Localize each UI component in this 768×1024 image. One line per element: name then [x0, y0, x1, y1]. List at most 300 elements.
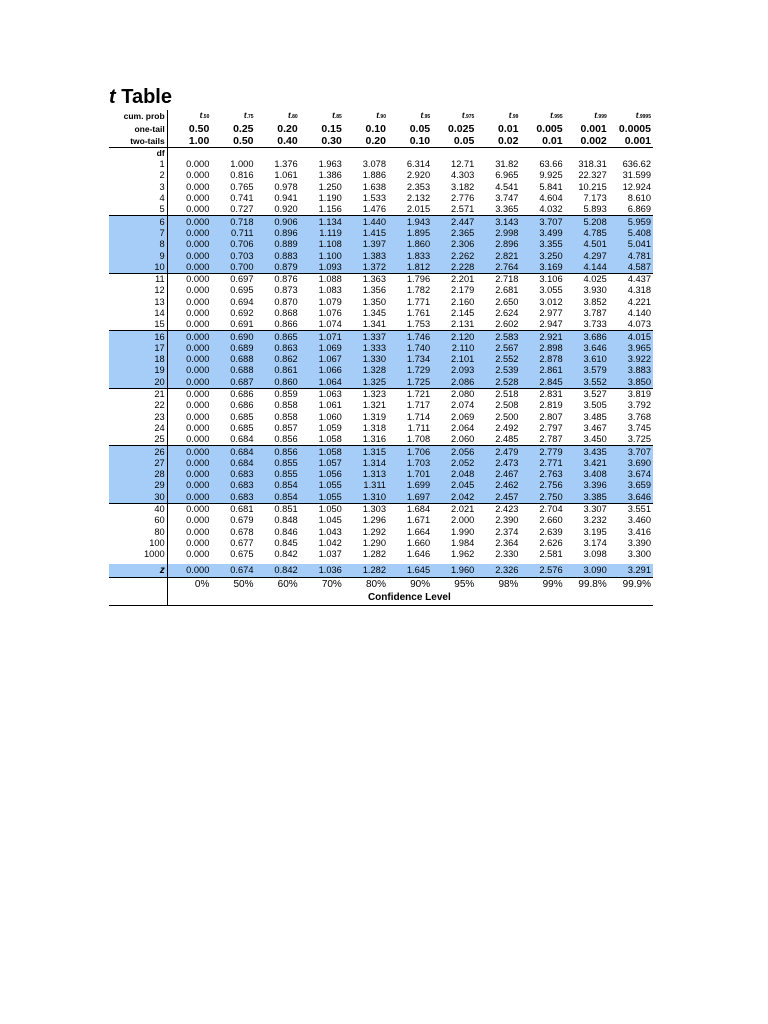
critical-value-cell: 12.924 [622, 181, 651, 192]
t-symbol: t [461, 111, 465, 120]
critical-value-cell: 3.690 [609, 458, 653, 469]
df-value: 6 [109, 216, 167, 228]
critical-value-cell: 3.467 [583, 422, 607, 433]
t-symbol: t [332, 111, 335, 120]
critical-value-cell: 1.076 [318, 308, 342, 318]
one-tail-value: 0.005 [536, 123, 563, 135]
critical-value-cell: 6.869 [609, 204, 653, 216]
critical-value-cell: 1.055 [300, 492, 344, 504]
critical-value-cell: 1.963 [318, 159, 342, 170]
critical-value-cell: 2.518 [495, 389, 519, 400]
critical-value-cell: 8.610 [627, 193, 651, 204]
critical-value-cell: 0.856 [256, 446, 300, 458]
critical-value-cell: 3.195 [583, 526, 607, 537]
critical-value-cell: 1.383 [344, 250, 388, 261]
table-row [109, 204, 653, 216]
critical-value-cell: 2.718 [495, 274, 519, 285]
critical-value-cell: 0.703 [211, 250, 255, 261]
critical-value-cell: 12.71 [451, 159, 475, 170]
critical-value-cell: 2.374 [495, 526, 519, 537]
z-value-cell: 3.291 [609, 564, 653, 578]
critical-value-cell: 0.683 [211, 480, 255, 491]
critical-value-cell: 2.831 [539, 389, 563, 400]
critical-value-cell: 2.042 [432, 492, 476, 504]
critical-value-cell: 3.421 [565, 458, 609, 469]
critical-value-cell: 2.110 [432, 343, 476, 354]
critical-value-cell: 3.250 [520, 250, 564, 261]
df-label: df [109, 148, 167, 160]
critical-value-cell: 2.201 [451, 274, 475, 285]
critical-value-cell: 1.071 [300, 331, 344, 343]
critical-value-cell: 0.000 [186, 285, 210, 296]
critical-value-cell: 0.000 [167, 458, 211, 469]
critical-value-cell: 2.779 [520, 446, 564, 458]
table-row [109, 377, 653, 389]
critical-value-cell: 0.685 [230, 411, 254, 422]
t-symbol: t [550, 111, 553, 120]
critical-value-cell: 1.415 [344, 228, 388, 239]
z-value-cell: 0.674 [211, 564, 255, 578]
critical-value-cell: 3.365 [476, 204, 520, 216]
t-header-cell [609, 110, 653, 123]
confidence-level-caption: Confidence Level [167, 591, 653, 606]
critical-value-cell: 0.857 [274, 422, 298, 433]
critical-value-cell: 0.879 [256, 262, 300, 274]
critical-value-cell: 1.058 [300, 446, 344, 458]
table-row [109, 423, 653, 434]
df-blank-cell [388, 148, 432, 160]
df-value: 23 [109, 412, 167, 423]
critical-value-cell: 0.684 [211, 446, 255, 458]
z-label: z [109, 564, 167, 578]
one-tail-value: 0.50 [188, 123, 210, 135]
table-row [109, 285, 653, 296]
df-value: 28 [109, 469, 167, 480]
critical-value-cell: 2.681 [495, 285, 519, 296]
critical-value-cell: 2.947 [520, 319, 564, 331]
critical-value-cell: 0.000 [167, 216, 211, 228]
critical-value-cell: 2.508 [495, 400, 519, 411]
df-value: 16 [109, 331, 167, 343]
critical-value-cell: 2.571 [432, 204, 476, 216]
critical-value-cell: 2.898 [520, 343, 564, 354]
critical-value-cell: 3.505 [583, 400, 607, 411]
df-value: 13 [109, 297, 167, 308]
critical-value-cell: 2.131 [432, 319, 476, 331]
critical-value-cell: 0.941 [274, 193, 298, 204]
df-value: 27 [109, 458, 167, 469]
critical-value-cell: 4.221 [627, 296, 651, 307]
critical-value-cell: 1.059 [318, 422, 342, 433]
critical-value-cell: 2.086 [432, 377, 476, 389]
critical-value-cell: 2.492 [495, 422, 519, 433]
one-tail-value: 0.15 [321, 123, 342, 135]
t-header-cell [344, 110, 388, 123]
critical-value-cell: 1.061 [318, 400, 342, 411]
critical-value-cell: 2.528 [476, 377, 520, 389]
critical-value-cell: 3.965 [609, 343, 653, 354]
critical-value-cell: 0.000 [167, 319, 211, 331]
t-subscript: .95 [423, 114, 431, 120]
critical-value-cell: 3.169 [520, 262, 564, 274]
critical-value-cell: 3.300 [627, 549, 651, 560]
critical-value-cell: 0.906 [256, 216, 300, 228]
critical-value-cell: 5.959 [609, 216, 653, 228]
table-row [109, 354, 653, 365]
two-tails-value: 0.01 [520, 135, 564, 148]
t-header-cell [256, 110, 300, 123]
critical-value-cell: 1.943 [388, 216, 432, 228]
critical-value-cell: 0.896 [256, 228, 300, 239]
critical-value-cell: 3.787 [583, 308, 607, 318]
z-value-cell: 1.282 [344, 564, 388, 578]
df-value: 15 [109, 319, 167, 331]
critical-value-cell: 3.646 [565, 343, 609, 354]
table-row [109, 308, 653, 319]
critical-value-cell: 1.313 [344, 469, 388, 480]
df-blank-cell [476, 148, 520, 160]
critical-value-cell: 3.922 [609, 354, 653, 365]
critical-value-cell: 4.015 [609, 331, 653, 343]
confidence-value: 70% [300, 578, 344, 592]
critical-value-cell: 2.080 [451, 389, 475, 400]
critical-value-cell: 1.318 [362, 422, 386, 433]
critical-value-cell: 31.82 [495, 159, 519, 170]
t-subscript: .975 [464, 114, 475, 120]
two-tails-label: two-tails [109, 135, 167, 148]
critical-value-cell: 3.579 [565, 365, 609, 376]
critical-value-cell: 0.683 [211, 492, 255, 504]
one-tail-value: 0.05 [409, 123, 431, 135]
critical-value-cell: 4.781 [609, 250, 653, 261]
critical-value-cell: 3.450 [565, 434, 609, 446]
critical-value-cell: 0.861 [256, 365, 300, 376]
critical-value-cell: 0.706 [211, 239, 255, 250]
critical-value-cell: 0.842 [274, 549, 298, 560]
df-value: 9 [109, 250, 167, 261]
critical-value-cell: 4.318 [627, 285, 651, 296]
critical-value-cell: 1.717 [406, 400, 431, 411]
df-value: 26 [109, 446, 167, 458]
critical-value-cell: 0.000 [186, 549, 210, 560]
z-value-cell: 2.576 [520, 564, 564, 578]
critical-value-cell: 1.050 [318, 504, 342, 515]
page-title [109, 86, 172, 108]
critical-value-cell: 1.376 [274, 159, 298, 170]
critical-value-cell: 6.965 [495, 170, 519, 181]
critical-value-cell: 0.695 [230, 285, 254, 296]
t-symbol: t [420, 111, 424, 120]
table-row [109, 273, 653, 285]
critical-value-cell: 0.000 [167, 239, 211, 250]
df-value: 100 [109, 538, 167, 549]
t-symbol: t [635, 111, 639, 120]
critical-value-cell: 2.330 [495, 549, 519, 560]
df-value: 24 [109, 423, 167, 434]
table-row [109, 538, 653, 549]
critical-value-cell: 0.000 [167, 480, 211, 491]
critical-value-cell: 2.771 [520, 458, 564, 469]
critical-value-cell: 1.440 [344, 216, 388, 228]
df-value: 22 [109, 400, 167, 411]
critical-value-cell: 1.319 [362, 411, 386, 422]
critical-value-cell: 2.763 [520, 469, 564, 480]
critical-value-cell: 3.610 [565, 354, 609, 365]
df-value: 12 [109, 285, 167, 296]
critical-value-cell: 2.353 [406, 181, 431, 192]
df-blank-cell [609, 148, 653, 160]
two-tails-row [109, 135, 653, 148]
critical-value-cell: 1.061 [274, 170, 298, 181]
critical-value-cell: 1.350 [362, 296, 386, 307]
critical-value-cell: 2.145 [451, 308, 475, 318]
one-tail-value: 0.10 [365, 123, 386, 135]
df-value: 14 [109, 308, 167, 319]
table-row [109, 458, 653, 469]
critical-value-cell: 1.734 [388, 354, 432, 365]
critical-value-cell: 0.846 [274, 526, 298, 537]
table-row [109, 365, 653, 376]
table-row [109, 469, 653, 480]
critical-value-cell: 2.015 [388, 204, 432, 216]
critical-value-cell: 3.307 [583, 504, 607, 515]
critical-value-cell: 1.292 [362, 526, 386, 537]
df-value: 25 [109, 434, 167, 446]
critical-value-cell: 1.330 [344, 354, 388, 365]
critical-value-cell: 0.876 [274, 274, 298, 285]
df-value: 19 [109, 365, 167, 376]
critical-value-cell: 0.688 [211, 365, 255, 376]
z-value-cell: 1.960 [432, 564, 476, 578]
t-subscript: .80 [290, 114, 298, 120]
t-subscript: .75 [246, 114, 254, 120]
critical-value-cell: 3.355 [520, 239, 564, 250]
critical-value-cell: 1.860 [388, 239, 432, 250]
critical-value-cell: 1.990 [451, 526, 475, 537]
critical-value-cell: 3.747 [495, 193, 519, 204]
critical-value-cell: 2.552 [476, 354, 520, 365]
critical-value-cell: 1.055 [300, 480, 344, 491]
critical-value-cell: 0.000 [186, 400, 210, 411]
confidence-value: 60% [256, 578, 300, 592]
critical-value-cell: 3.390 [627, 537, 651, 548]
two-tails-value: 0.02 [476, 135, 520, 148]
critical-value-cell: 1.325 [344, 377, 388, 389]
critical-value-cell: 0.000 [186, 308, 210, 318]
critical-value-cell: 3.106 [539, 274, 563, 285]
critical-value-cell: 9.925 [539, 170, 563, 181]
critical-value-cell: 2.021 [451, 504, 475, 515]
critical-value-cell: 0.727 [211, 204, 255, 216]
df-blank-cell [565, 148, 609, 160]
df-value: 10 [109, 262, 167, 274]
critical-value-cell: 0.000 [186, 170, 210, 181]
critical-value-cell: 2.878 [520, 354, 564, 365]
critical-value-cell: 0.816 [230, 170, 254, 181]
critical-value-cell: 0.000 [186, 526, 210, 537]
critical-value-cell: 1.315 [344, 446, 388, 458]
critical-value-cell: 4.587 [609, 262, 653, 274]
critical-value-cell: 0.868 [274, 308, 298, 318]
t-subscript: .50 [202, 114, 210, 120]
critical-value-cell: 1.290 [362, 537, 386, 548]
critical-value-cell: 1.746 [388, 331, 432, 343]
critical-value-cell: 1.796 [406, 274, 431, 285]
critical-value-cell: 5.208 [565, 216, 609, 228]
t-symbol: t [287, 111, 291, 120]
z-value-cell: 1.036 [300, 564, 344, 578]
t-header-cell [300, 110, 344, 123]
df-blank-cell [300, 148, 344, 160]
critical-value-cell: 5.841 [539, 181, 563, 192]
critical-value-cell: 1.721 [406, 389, 431, 400]
critical-value-cell: 2.462 [476, 480, 520, 491]
critical-value-cell: 0.978 [274, 181, 298, 192]
confidence-value: 50% [211, 578, 255, 592]
critical-value-cell: 0.000 [167, 204, 211, 216]
critical-value-cell: 0.856 [256, 434, 300, 446]
critical-value-cell: 0.000 [186, 422, 210, 433]
critical-value-cell: 0.883 [256, 250, 300, 261]
critical-value-cell: 1.083 [318, 285, 342, 296]
critical-value-cell: 0.690 [211, 331, 255, 343]
critical-value-cell: 3.055 [539, 285, 563, 296]
table-row [109, 297, 653, 308]
two-tails-value: 0.05 [432, 135, 476, 148]
critical-value-cell: 2.160 [451, 296, 475, 307]
critical-value-cell: 1.782 [406, 285, 431, 296]
t-distribution-table [109, 110, 653, 606]
critical-value-cell: 1.057 [300, 458, 344, 469]
critical-value-cell: 0.000 [167, 331, 211, 343]
critical-value-cell: 1.638 [362, 181, 386, 192]
z-value-cell: 1.645 [388, 564, 432, 578]
critical-value-cell: 4.541 [495, 181, 519, 192]
critical-value-cell: 0.697 [230, 274, 254, 285]
critical-value-cell: 0.000 [186, 193, 210, 204]
critical-value-cell: 3.460 [627, 515, 651, 526]
critical-value-cell: 0.866 [256, 319, 300, 331]
one-tail-value: 0.25 [233, 123, 254, 135]
critical-value-cell: 2.132 [406, 193, 431, 204]
table-row [109, 182, 653, 193]
critical-value-cell: 2.064 [451, 422, 475, 433]
critical-value-cell: 0.000 [167, 492, 211, 504]
critical-value-cell: 0.000 [186, 296, 210, 307]
critical-value-cell: 2.060 [432, 434, 476, 446]
critical-value-cell: 0.000 [186, 411, 210, 422]
t-symbol: t [243, 111, 247, 120]
critical-value-cell: 2.896 [476, 239, 520, 250]
critical-value-cell: 1.282 [362, 549, 386, 560]
critical-value-cell: 1.079 [318, 296, 342, 307]
critical-value-cell: 10.215 [578, 181, 607, 192]
t-symbol: t [508, 111, 512, 120]
critical-value-cell: 2.101 [432, 354, 476, 365]
critical-value-cell: 0.686 [230, 389, 254, 400]
critical-value-cell: 1.812 [388, 262, 432, 274]
critical-value-cell: 0.000 [167, 434, 211, 446]
critical-value-cell: 1.761 [406, 308, 431, 318]
critical-value-cell: 3.733 [565, 319, 609, 331]
critical-value-cell: 1.328 [344, 365, 388, 376]
confidence-label-blank [109, 591, 167, 606]
critical-value-cell: 4.144 [565, 262, 609, 274]
z-row [109, 564, 653, 578]
df-blank-cell [211, 148, 255, 160]
critical-value-cell: 3.385 [565, 492, 609, 504]
critical-value-cell: 3.078 [362, 159, 386, 170]
critical-value-cell: 3.499 [520, 228, 564, 239]
critical-value-cell: 1.397 [344, 239, 388, 250]
z-value-cell: 0.000 [167, 564, 211, 578]
critical-value-cell: 0.000 [167, 365, 211, 376]
critical-value-cell: 3.408 [565, 469, 609, 480]
critical-value-cell: 2.920 [406, 170, 431, 181]
df-value: 20 [109, 377, 167, 389]
z-value-cell: 3.090 [565, 564, 609, 578]
critical-value-cell: 1.337 [344, 331, 388, 343]
critical-value-cell: 2.069 [451, 411, 475, 422]
critical-value-cell: 1.119 [300, 228, 344, 239]
df-value: 17 [109, 343, 167, 354]
df-value: 4 [109, 193, 167, 204]
t-header-row [109, 110, 653, 123]
critical-value-cell: 4.297 [565, 250, 609, 261]
table-row [109, 319, 653, 331]
t-subscript: .995 [552, 114, 563, 120]
critical-value-cell: 0.684 [211, 458, 255, 469]
critical-value-cell: 0.854 [256, 480, 300, 491]
df-value: 2 [109, 170, 167, 181]
critical-value-cell: 2.821 [476, 250, 520, 261]
table-row [109, 262, 653, 274]
table-row [109, 412, 653, 423]
t-subscript: .9995 [638, 114, 651, 120]
critical-value-cell: 0.862 [256, 354, 300, 365]
critical-value-cell: 1.660 [406, 537, 431, 548]
title-t: t [109, 86, 116, 108]
two-tails-value: 0.002 [565, 135, 609, 148]
table-row [109, 331, 653, 343]
critical-value-cell: 4.140 [627, 308, 651, 318]
critical-value-cell: 0.000 [167, 377, 211, 389]
critical-value-cell: 1.345 [362, 308, 386, 318]
critical-value-cell: 3.174 [583, 537, 607, 548]
critical-value-cell: 0.845 [274, 537, 298, 548]
critical-value-cell: 2.473 [476, 458, 520, 469]
critical-value-cell: 0.688 [211, 354, 255, 365]
critical-value-cell: 2.581 [539, 549, 563, 560]
critical-value-cell: 1.671 [406, 515, 431, 526]
df-value: 30 [109, 492, 167, 504]
table-row [109, 388, 653, 400]
df-blank-cell [344, 148, 388, 160]
critical-value-cell: 1.067 [300, 354, 344, 365]
critical-value-cell: 0.863 [256, 343, 300, 354]
critical-value-cell: 0.000 [186, 504, 210, 515]
critical-value-cell: 2.977 [539, 308, 563, 318]
critical-value-cell: 1.356 [362, 285, 386, 296]
confidence-label-row [109, 591, 653, 606]
t-header-label: cum. prob [109, 110, 167, 123]
critical-value-cell: 3.396 [565, 480, 609, 491]
critical-value-cell: 0.718 [211, 216, 255, 228]
critical-value-cell: 3.527 [583, 389, 607, 400]
critical-value-cell: 636.62 [622, 159, 651, 170]
critical-value-cell: 0.711 [211, 228, 255, 239]
df-value: 11 [109, 273, 167, 285]
